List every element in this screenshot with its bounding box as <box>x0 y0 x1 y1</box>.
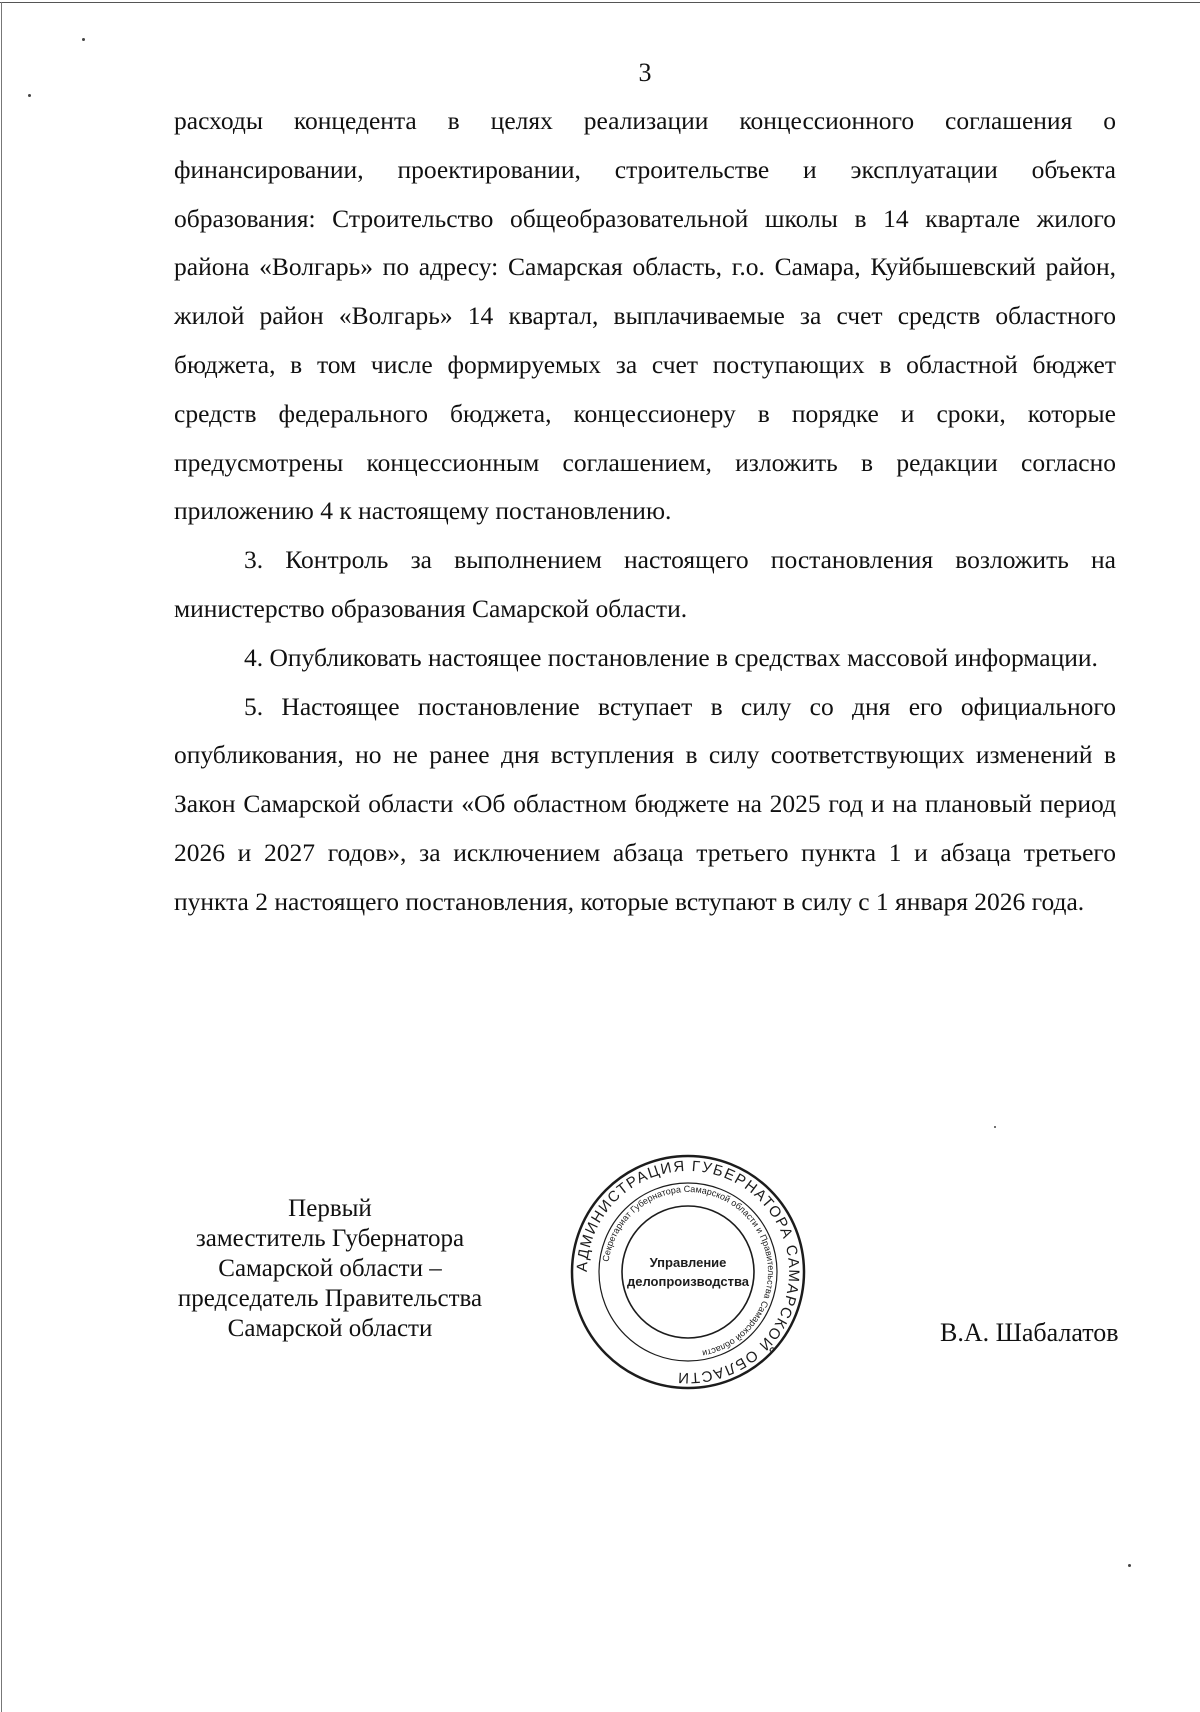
scan-speck <box>82 38 85 41</box>
signer-position-line: заместитель Губернатора <box>195 1225 465 1252</box>
scan-speck <box>994 1126 996 1128</box>
signer-position-line: Самарской области – <box>218 1255 442 1282</box>
signer-position-line: Первый <box>288 1195 372 1222</box>
paragraph-item-3: 3. Контроль за выполнением настоящего постановления возложить на министерство образования Самарской области. <box>174 545 1116 623</box>
seal-graphic <box>568 1152 808 1392</box>
page-top-border <box>0 2 1200 3</box>
seal-outer-text: АДМИНИСТРАЦИЯ ГУБЕРНАТОРА САМАРСКОЙ ОБЛАСТИ <box>573 1157 803 1387</box>
signer-position-line: председатель Правительства <box>177 1285 483 1312</box>
seal-center-line: делопроизводства <box>626 1274 750 1289</box>
signer-position <box>150 1194 510 1344</box>
page-number: 3 <box>638 58 652 87</box>
official-seal-stamp <box>568 1152 808 1392</box>
page-left-border <box>1 2 2 1712</box>
scan-speck <box>28 94 31 97</box>
document-body <box>174 97 1116 927</box>
signer-position-line: Самарской области <box>227 1315 433 1342</box>
seal-inner-text: Секретариат Губернатора Самарской области и Правительства Самарской области <box>600 1183 777 1359</box>
scan-speck <box>1128 1564 1131 1567</box>
paragraph-item-5: 5. Настоящее постановление вступает в силу со дня его официального опубликования, но не ранее дня вступления в силу соответствующих изменений в Закон Самарской области «Об областном бюджете на 2025 год и на плановый период 2026 и 2027 годов», за исключением абзаца третьего пункта 1 и абзаца третьего пункта 2 настоящего постановления, которые вступают в силу с 1 января 2026 года. <box>174 691 1116 916</box>
seal-center-line: Управление <box>649 1255 727 1270</box>
seal-inner-ring <box>622 1206 754 1338</box>
seal-middle-ring <box>599 1183 777 1361</box>
signer-name: В.А. Шабалатов <box>940 1318 1119 1347</box>
paragraph-item-4: 4. Опубликовать настоящее постановление в средствах массовой информации. <box>244 642 1098 672</box>
paragraph-continuation: расходы концедента в целях реализации концессионного соглашения о финансировании, проектировании, строительстве и эксплуатации объекта образования: Строительство общеобразовательной школы в 14 квартале жилого района «Волгарь» по адресу: Самарская область, г.о. Самара, Куйбышевский район, жилой район «Волгарь» 14 квартал, выплачиваемые за счет средств областного бюджета, в том числе формируемых за счет поступающих в областной бюджет средств федерального бюджета, концессионеру в порядке и сроки, которые предусмотрены концессионным соглашением, изложить в редакции согласно приложению 4 к настоящему постановлению. <box>174 106 1116 526</box>
